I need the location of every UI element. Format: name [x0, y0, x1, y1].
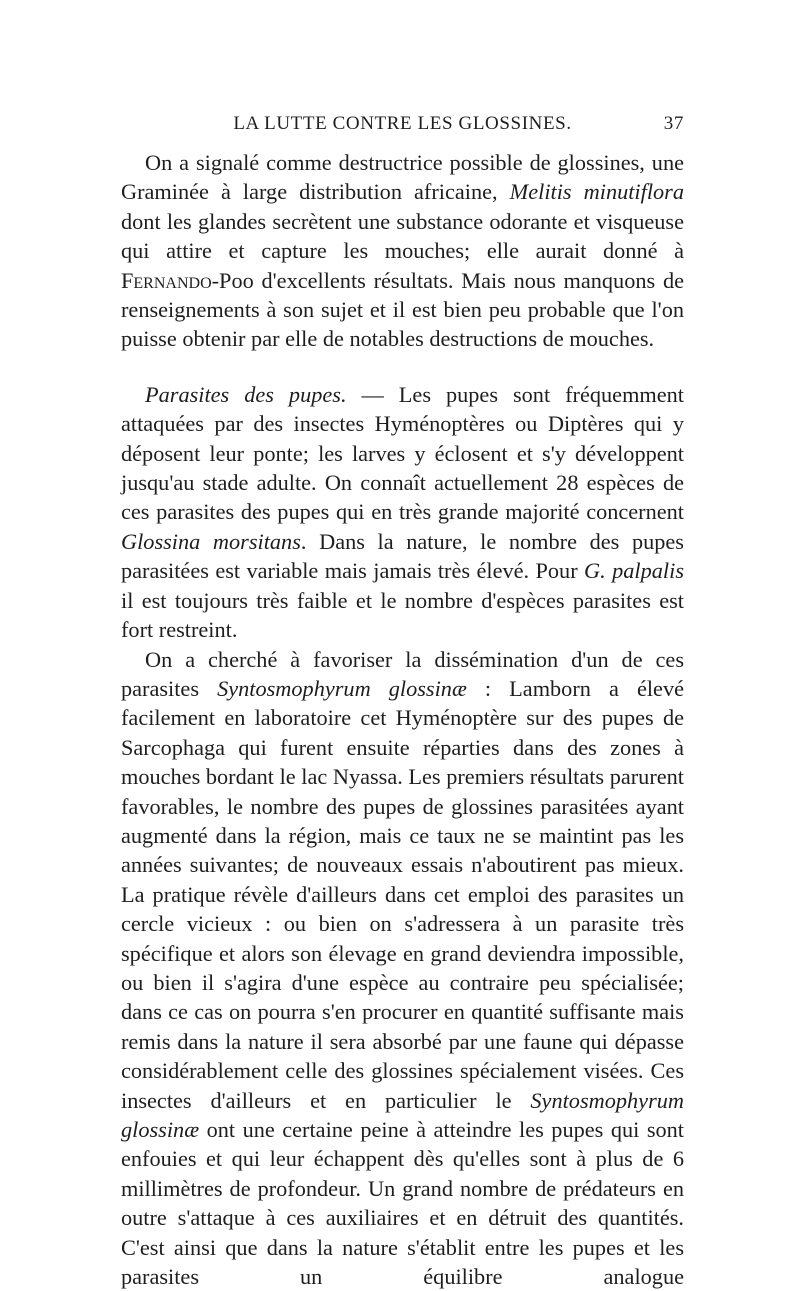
text-run: ont une certaine peine à atteindre les pupes qui sont enfouies et qui leur échappent dès qu'elles sont à plus de 6 millimètres de profondeur. Un grand nombre de prédateurs en outre s'attaque à ces auxiliaires et en détruit des quantités. C'est ainsi que dans la nature s'établit entre les pupes et les parasites un équilibre analogue — [121, 1117, 684, 1289]
text-run: On a cherché à favoriser la dissémination d'un de ces parasites — [121, 647, 684, 701]
text-run: On a signalé comme destructrice possible de glossines, une Graminée à large distribution africaine, — [121, 150, 684, 204]
paragraph-gap — [121, 354, 684, 380]
species-name: Syntosmophyrum glossinæ — [121, 1088, 684, 1142]
text-run: -Poo d'excellents résultats. Mais nous manquons de renseignements à son sujet et il est bien peu probable que l'on puisse obtenir par elle de notables destructions de mouches. — [121, 268, 684, 352]
page-number: 37 — [664, 112, 684, 136]
running-title: LA LUTTE CONTRE LES GLOSSINES. — [233, 113, 571, 134]
running-head — [121, 112, 684, 136]
species-name: G. palpalis — [584, 558, 684, 583]
species-name: Glossina morsitans — [121, 529, 301, 554]
text-run: il est toujours très faible et le nombre d'espèces parasites est fort restreint. — [121, 588, 684, 642]
paragraph-melitis — [121, 148, 684, 354]
paragraph-syntosmophyrum — [121, 645, 684, 1291]
section-heading: Parasites des pupes. — [145, 382, 347, 407]
text-run: — Les pupes sont fréquemment attaquées par des insectes Hyménoptères ou Diptères qui y déposent leur ponte; les larves y éclosent et s'y développent jusqu'au stade adulte. On connaît actuellement 28 espèces de ces parasites des pupes qui en très grande majorité concernent — [121, 382, 684, 525]
species-name: Melitis minutiflora — [510, 179, 684, 204]
text-run: . Dans la nature, le nombre des pupes parasitées est variable mais jamais très élevé. Pour — [121, 529, 684, 583]
page-body — [121, 148, 684, 1291]
author-name: Fernando — [121, 268, 212, 293]
paragraph-parasites-des-pupes — [121, 380, 684, 645]
text-run: : Lamborn a élevé facilement en laboratoire cet Hyménoptère sur des pupes de Sarcophaga qui furent ensuite réparties dans des zones à mouches bordant le lac Nyassa. Les premiers résultats parurent favorables, le nombre des pupes de glossines parasitées ayant augmenté dans la région, mais ce taux ne se maintint pas les années suivantes; de nouveaux essais n'aboutirent pas mieux. La pratique révèle d'ailleurs dans cet emploi des parasites un cercle vicieux : ou bien on s'adressera à un parasite très spécifique et alors son élevage en grand deviendra impossible, ou bien il s'agira d'une espèce au contraire peu spécialisée; dans ce cas on pourra s'en procurer en quantité suffisante mais remis dans la nature il sera absorbé par une faune qui dépasse considérablement celle des glossines spécialement visées. Ces insectes d'ailleurs et en particulier le — [121, 676, 684, 1113]
text-run: dont les glandes secrètent une substance odorante et visqueuse qui attire et capture les mouches; elle aurait donné à — [121, 209, 684, 263]
species-name: Syntosmophyrum glossinæ — [217, 676, 467, 701]
